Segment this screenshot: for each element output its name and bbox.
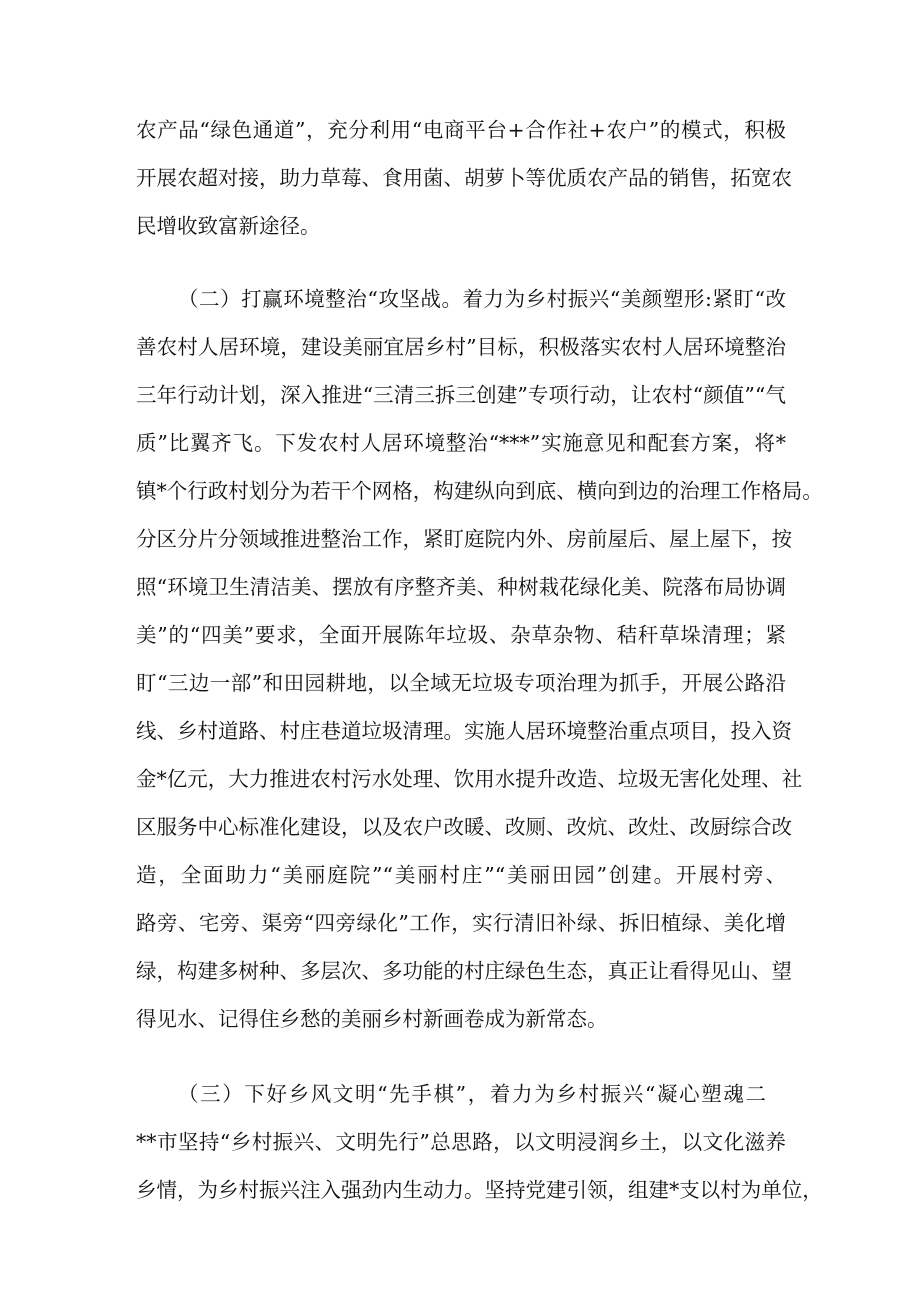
text-line: 路旁、宅旁、渠旁“四旁绿化”工作，实行清旧补绿、拆旧植绿、美化增 bbox=[136, 911, 786, 935]
text-line: 绿，构建多树种、多层次、多功能的村庄绿色生态，真正让看得见山、望 bbox=[136, 959, 792, 983]
paragraph-heading-line: （三）下好乡风文明“先手棋”，着力为乡村振兴“凝心塑魂二 bbox=[178, 1082, 766, 1106]
text-line: 线、乡村道路、村庄巷道垃圾清理。实施人居环境整治重点项目，投入资 bbox=[136, 719, 792, 743]
text-line: **市坚持“乡村振兴、文明先行”总思路，以文明浸润乡土，以文化滋养 bbox=[136, 1130, 786, 1154]
text-line: 三年行动计划，深入推进“三清三拆三创建”专项行动，让农村“颜值”“气 bbox=[136, 383, 786, 407]
text-line: 盯“三边一部”和田园耕地，以全域无垃圾专项治理为抓手，开展公路沿 bbox=[136, 671, 786, 695]
paragraph-heading-line: （二）打赢环境整治“攻坚战。着力为乡村振兴“美颜塑形:紧盯“改 bbox=[178, 287, 786, 311]
text-line: 农产品“绿色通道”，充分利用“电商平台+合作社+农户”的模式，积极 bbox=[136, 118, 786, 142]
text-line: 民增收致富新途径。 bbox=[136, 214, 321, 238]
text-line: 镇*个行政村划分为若干个网格，构建纵向到底、横向到边的治理工作格局。 bbox=[136, 479, 823, 503]
text-line: 分区分片分领域推进整治工作，紧盯庭院内外、房前屋后、屋上屋下，按 bbox=[136, 527, 792, 551]
text-line: 善农村人居环境，建设美丽宜居乡村”目标，积极落实农村人居环境整治 bbox=[136, 335, 786, 359]
text-line: 乡情，为乡村振兴注入强劲内生动力。坚持党建引领，组建*支以村为单位， bbox=[136, 1178, 823, 1202]
text-line: 造，全面助力“美丽庭院”“美丽村庄”“美丽田园”创建。开展村旁、 bbox=[136, 863, 786, 887]
text-line: 质”比翼齐飞。下发农村人居环境整治“***”实施意见和配套方案，将* bbox=[136, 431, 786, 455]
text-line: 开展农超对接，助力草莓、食用菌、胡萝卜等优质农产品的销售，拓宽农 bbox=[136, 166, 792, 190]
text-line: 区服务中心标准化建设，以及农户改暖、改厕、改炕、改灶、改厨综合改 bbox=[136, 815, 792, 839]
text-line: 得见水、记得住乡愁的美丽乡村新画卷成为新常态。 bbox=[136, 1007, 608, 1031]
text-line: 金*亿元，大力推进农村污水处理、饮用水提升改造、垃圾无害化处理、社 bbox=[136, 767, 803, 791]
text-line: 照“环境卫生清洁美、摆放有序整齐美、种树栽花绿化美、院落布局协调 bbox=[136, 575, 786, 599]
text-line: 美”的“四美”要求，全面开展陈年垃圾、杂草杂物、秸秆草垛清理；紧 bbox=[136, 623, 786, 647]
